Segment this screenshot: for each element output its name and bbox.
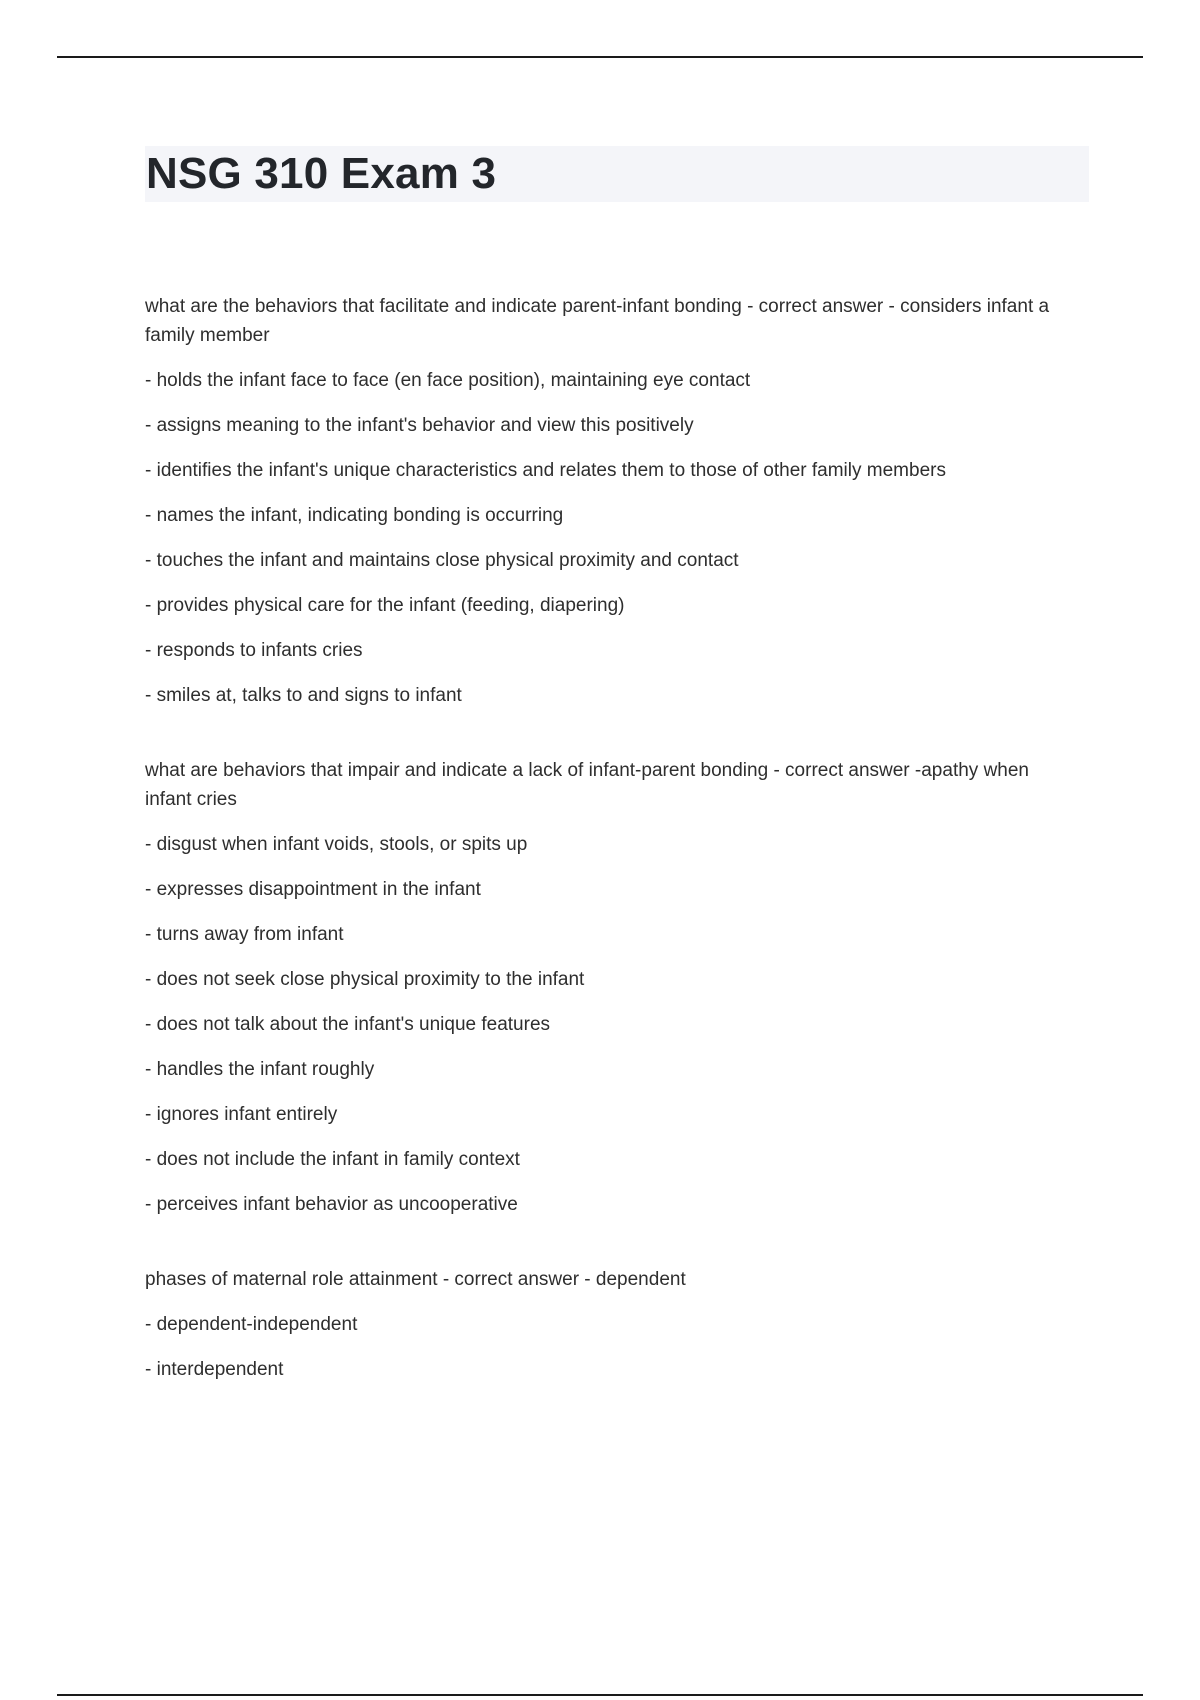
bottom-rule bbox=[57, 1694, 1143, 1696]
answer-item: - disgust when infant voids, stools, or spits up bbox=[145, 834, 528, 855]
answer-item: - identifies the infant's unique characteristics and relates them to those of other family members bbox=[145, 460, 946, 481]
answer-item: - does not seek close physical proximity to the infant bbox=[145, 969, 585, 990]
question-text: phases of maternal role attainment - correct answer - dependent bbox=[145, 1269, 686, 1290]
qa-section-bonding-impair bbox=[145, 756, 1065, 1219]
answer-item: - expresses disappointment in the infant bbox=[145, 879, 481, 900]
answer-item: - perceives infant behavior as uncooperative bbox=[145, 1194, 518, 1215]
qa-section-bonding-facilitate bbox=[145, 292, 1065, 710]
answer-item: - assigns meaning to the infant's behavior and view this positively bbox=[145, 415, 694, 436]
answer-item: - interdependent bbox=[145, 1359, 284, 1380]
answer-item: - does not talk about the infant's unique features bbox=[145, 1014, 551, 1035]
answer-item: - smiles at, talks to and signs to infant bbox=[145, 685, 462, 706]
top-rule bbox=[57, 56, 1143, 58]
page-title: NSG 310 Exam 3 bbox=[146, 149, 497, 198]
answer-item: - handles the infant roughly bbox=[145, 1059, 375, 1080]
qa-section-maternal-role bbox=[145, 1265, 1065, 1384]
document-body bbox=[145, 292, 1065, 1400]
answer-item: - ignores infant entirely bbox=[145, 1104, 338, 1125]
answer-item: - holds the infant face to face (en face position), maintaining eye contact bbox=[145, 370, 751, 391]
answer-item: - provides physical care for the infant (feeding, diapering) bbox=[145, 595, 625, 616]
answer-item: - does not include the infant in family context bbox=[145, 1149, 520, 1170]
answer-item: - touches the infant and maintains close physical proximity and contact bbox=[145, 550, 739, 571]
answer-item: - dependent-independent bbox=[145, 1314, 358, 1335]
question-text: what are the behaviors that facilitate and indicate parent-infant bonding - correct answer - considers infant a family member bbox=[145, 296, 1050, 346]
answer-item: - responds to infants cries bbox=[145, 640, 363, 661]
question-text: what are behaviors that impair and indicate a lack of infant-parent bonding - correct answer -apathy when infant cries bbox=[145, 760, 1029, 810]
answer-item: - names the infant, indicating bonding is occurring bbox=[145, 505, 564, 526]
answer-item: - turns away from infant bbox=[145, 924, 344, 945]
